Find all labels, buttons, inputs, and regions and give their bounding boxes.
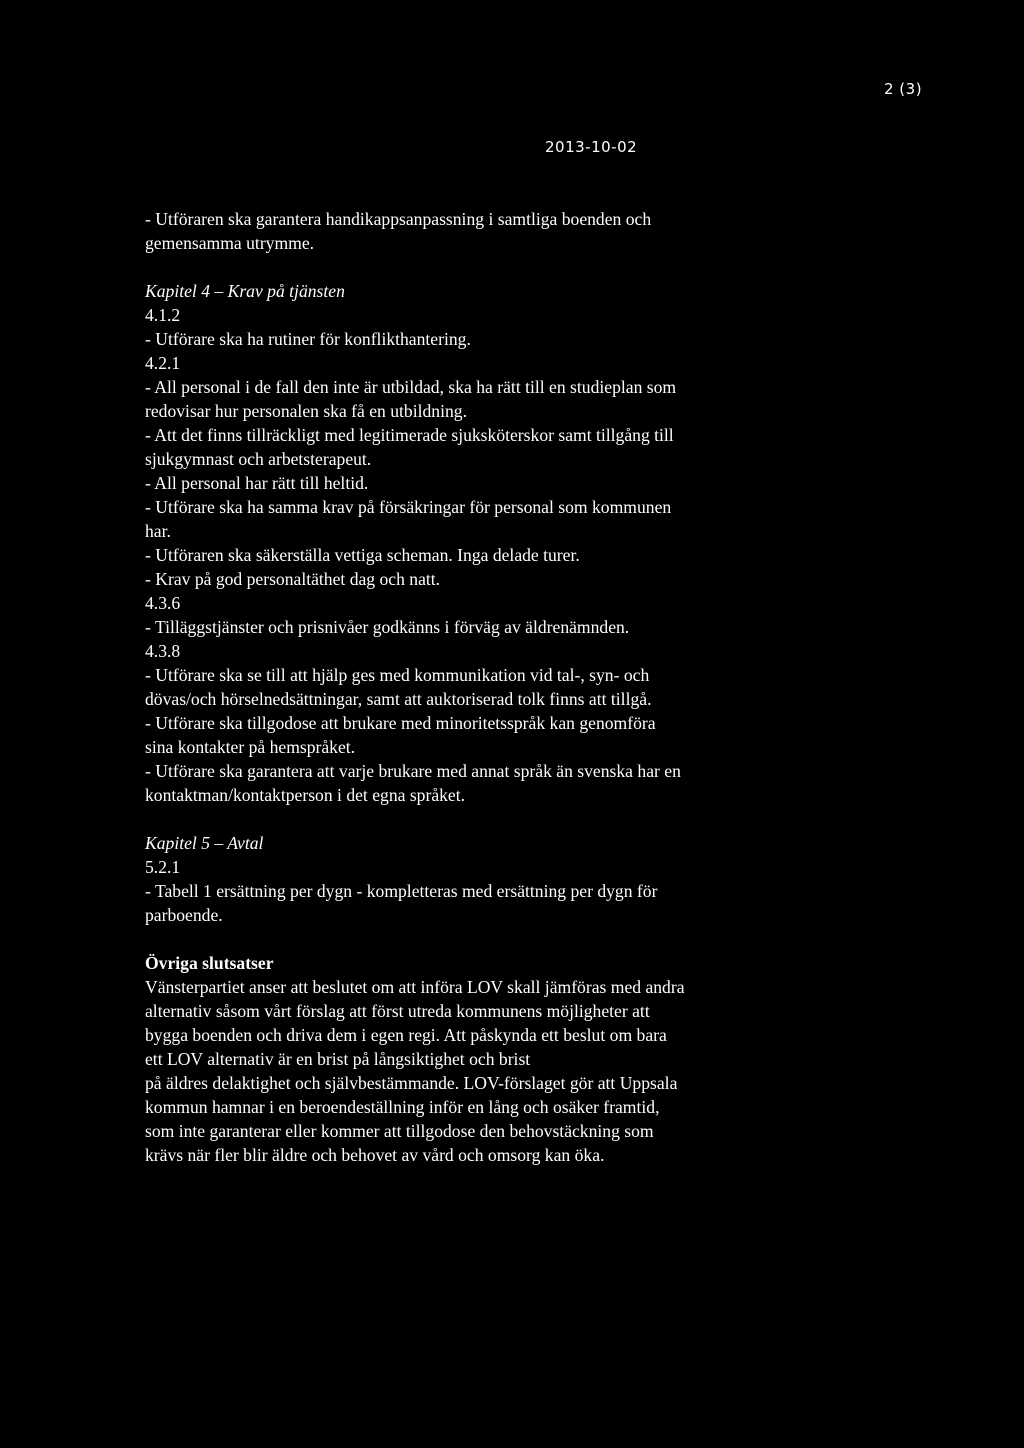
text-line: ett LOV alternativ är en brist på långsiktighet och brist [145, 1049, 531, 1069]
text-line: - Att det finns tillräckligt med legitimerade sjuksköterskor samt tillgång till [145, 425, 674, 445]
section-number: 5.2.1 [145, 857, 181, 877]
text-line: bygga boenden och driva dem i egen regi. Att påskynda ett beslut om bara [145, 1025, 667, 1045]
text-line: har. [145, 521, 171, 541]
text-line: alternativ såsom vårt förslag att först utreda kommunens möjligheter att [145, 1001, 650, 1021]
text-line: sjukgymnast och arbetsterapeut. [145, 449, 372, 469]
text-line: - Utförare ska ha samma krav på försäkringar för personal som kommunen [145, 497, 672, 517]
chapter-heading-4: Kapitel 4 – Krav på tjänsten [145, 281, 345, 301]
text-line: - Utförare ska tillgodose att brukare med minoritetsspråk kan genomföra [145, 713, 656, 733]
text-line: kommun hamnar i en beroendeställning inför en lång och osäker framtid, [145, 1097, 660, 1117]
text-line: - Utförare ska ha rutiner för konflikthantering. [145, 329, 471, 349]
text-line: - Utförare ska garantera att varje brukare med annat språk än svenska har en [145, 761, 681, 781]
document-body [145, 207, 845, 1167]
text-line: - Tabell 1 ersättning per dygn - kompletteras med ersättning per dygn för [145, 881, 658, 901]
text-line: - Tilläggstjänster och prisnivåer godkänns i förväg av äldrenämnden. [145, 617, 630, 637]
text-line: - All personal har rätt till heltid. [145, 473, 369, 493]
text-line: gemensamma utrymme. [145, 233, 315, 253]
text-line: dövas/och hörselnedsättningar, samt att auktoriserad tolk finns att tillgå. [145, 689, 652, 709]
section-number: 4.1.2 [145, 305, 181, 325]
conclusions-heading: Övriga slutsatser [145, 953, 274, 973]
text-line: sina kontakter på hemspråket. [145, 737, 356, 757]
text-line: - Krav på god personaltäthet dag och natt. [145, 569, 441, 589]
text-line: - Utföraren ska säkerställa vettiga scheman. Inga delade turer. [145, 545, 580, 565]
text-line: parboende. [145, 905, 223, 925]
section-number: 4.2.1 [145, 353, 181, 373]
text-line: kontaktman/kontaktperson i det egna språket. [145, 785, 466, 805]
text-line: - Utförare ska se till att hjälp ges med kommunikation vid tal-, syn- och [145, 665, 650, 685]
document-date: 2013-10-02 [545, 138, 638, 156]
page-number: 2 (3) [884, 80, 923, 98]
text-line: Vänsterpartiet anser att beslutet om att införa LOV skall jämföras med andra [145, 977, 685, 997]
text-line: - Utföraren ska garantera handikappsanpassning i samtliga boenden och [145, 209, 652, 229]
paragraph-gap [145, 807, 845, 831]
chapter-heading-5: Kapitel 5 – Avtal [145, 833, 264, 853]
text-line: som inte garanterar eller kommer att tillgodose den behovstäckning som [145, 1121, 654, 1141]
text-line: - All personal i de fall den inte är utbildad, ska ha rätt till en studieplan som [145, 377, 677, 397]
section-number: 4.3.8 [145, 641, 181, 661]
paragraph-gap [145, 255, 845, 279]
text-line: krävs när fler blir äldre och behovet av vård och omsorg kan öka. [145, 1145, 605, 1165]
section-number: 4.3.6 [145, 593, 181, 613]
paragraph-gap [145, 927, 845, 951]
text-line: redovisar hur personalen ska få en utbildning. [145, 401, 467, 421]
text-line: på äldres delaktighet och självbestämmande. LOV-förslaget gör att Uppsala [145, 1073, 678, 1093]
